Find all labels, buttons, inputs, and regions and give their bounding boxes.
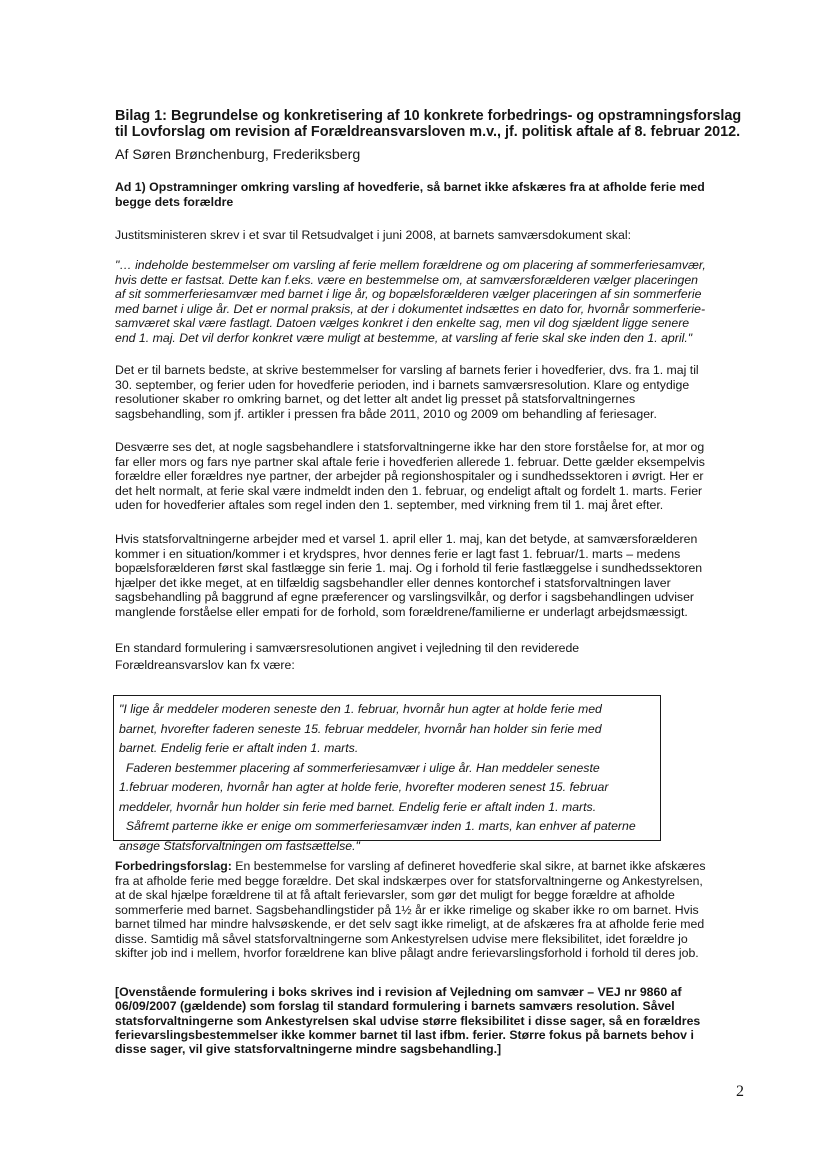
paragraph-line: fra at afholde ferie med begge forældre. Det skal indskærpes over for statsforvaltningerne og Ankestyrelsen,: [115, 873, 703, 888]
standard-formulation-paragraph: [115, 640, 747, 674]
proposal-paragraph: [115, 859, 747, 961]
paragraph-line: sagsbehandling, som jf. artikler i pressen fra både 2011, 2010 og 2009 om behandling af feriesager.: [115, 406, 657, 421]
quote-line: hvis dette er fastsat. Dette kan f.eks. være en bestemmelse om, at samværsforælderen vælger placeringen: [115, 272, 698, 287]
minister-quote: [115, 258, 747, 345]
boxed-quote-line: Faderen bestemmer placering af sommerferiesamvær i ulige år. Han meddeler seneste: [119, 760, 600, 775]
page-number: 2: [736, 1083, 744, 1100]
note-line: disse sager, vil give statsforvaltningerne mindre sagsbehandling.]: [115, 1042, 502, 1057]
quote-line: "… indeholde bestemmelser om varsling af ferie mellem forældrene og om placering af sommerferiesamvær,: [115, 258, 706, 272]
paragraph-line: Det er til barnets bedste, at skrive bestemmelser for varsling af barnets ferier i hovedferier, dvs. fra 1. maj til: [115, 363, 699, 377]
document-title: [115, 108, 747, 140]
quote-line: end 1. maj. Det vil derfor konkret være muligt at bestemme, at varsling af ferie skal ske inden den 1. april.": [115, 330, 693, 345]
paragraph-line: manglende forståelse eller empati for de forhold, som forældrene/familierne er underlagt arbejdsmæssigt.: [115, 604, 688, 619]
paragraph-line: 30. september, og ferier uden for hovedferie perioden, ind i barnets samværsresolution. Klare og entydige: [115, 377, 690, 392]
paragraph-line: disse. Samtidig må såvel statsforvaltningerne som Ankestyrelsen udvise mere fleksibilitet, idet forældre jo: [115, 931, 688, 946]
bracket-note: [115, 985, 747, 1056]
paragraph-line: resolutioner skaber ro omkring barnet, og det letter alt andet lig presset på statsforvaltningernes: [115, 392, 636, 406]
boxed-quote-line: "I lige år meddeler moderen seneste den 1. februar, hvornår hun agter at holde ferie med: [119, 702, 602, 716]
quote-line: med barnet i ulige år. Det er normal praksis, at der i dokumentet indsættes en dato for, hvornår sommerferie-: [115, 301, 706, 316]
paragraph-line: barnet tilmed har mindre halvsøskende, er det selv sagt ikke rimeligt, at de afskæres fra at afholde ferie med: [115, 917, 705, 931]
title-line: til Lovforslag om revision af Forældreansvarsloven m.v., jf. politisk aftale af 8. februar 2012.: [115, 124, 741, 140]
quote-line: samværet skal være fastlagt. Datoen vælges konkret i den enkelte sag, men vil dog sjældent ligge senere: [115, 316, 690, 330]
paragraph-line: sommerferie med barnet. Sagsbehandlingstider på 1½ år er ikke rimelige og skaber ikke ro om barnet. Hvis: [115, 902, 699, 917]
boxed-quote-line: barnet. Endelig ferie er aftalt inden 1. marts.: [119, 741, 359, 755]
paragraph-line: Desværre ses det, at nogle sagsbehandlere i statsforvaltningerne ikke har den store forståelse for, at mor og: [115, 440, 705, 454]
paragraph-line: Forældreansvarslov kan fx være:: [115, 658, 295, 672]
section-heading-line: Ad 1) Opstramninger omkring varsling af hovedferie, så barnet ikke afskæres fra at afholde ferie med: [115, 180, 705, 194]
intro-paragraph: Justitsministeren skrev i et svar til Retsudvalget i juni 2008, at barnets samværsdokument skal:: [115, 228, 632, 242]
notice-paragraph: [115, 532, 747, 619]
proposal-first-line-text: En bestemmelse for varsling af defineret hovedferie skal sikre, at barnet ikke afskæres: [231, 859, 706, 873]
proposal-first-line: [115, 859, 747, 874]
boxed-quote: [113, 695, 661, 853]
quote-line: af sit sommerferiesamvær med barnet i lige år, og bopælsforælderen vælger placeringen af sin sommerferie: [115, 287, 702, 301]
paragraph-line: skifter job ind i mellem, hvorfor forældrene kan blive pålagt andre ferievarslingsforhold i forhold til deres job.: [115, 946, 699, 960]
boxed-quote-line: meddeler, hvornår hun holder sin ferie med barnet. Endelig ferie er aftalt inden 1. marts.: [119, 799, 597, 814]
paragraph-line: kommer i en situation/kommer i et krydspres, hvor dennes ferie er lagt fast 1. februar/1. marts – medens: [115, 546, 681, 561]
paragraph-line: at de skal hjælpe forældrene til at få aftalt ferievarsler, som gør det muligt for begge forældre at afholde: [115, 888, 675, 902]
best-interest-paragraph: [115, 363, 747, 421]
paragraph-line: sagsbehandling på baggrund af egne præferencer og varslingsvilkår, og derfor i sagsbehandlingen udviser: [115, 590, 695, 604]
title-line: Bilag 1: Begrundelse og konkretisering af 10 konkrete forbedrings- og opstramningsforslag: [115, 108, 742, 124]
boxed-quote-line: Såfremt parterne ikke er enige om sommerferiesamvær inden 1. marts, kan enhver af paterne: [119, 819, 636, 833]
note-line: ferievarslingsbestemmelser ikke kommer barnet til last ifbm. ferier. Større fokus på barnets behov i: [115, 1027, 694, 1042]
paragraph-line: forældre eller forældres nye partner, der arbejder på regionshospitaler og i sundhedssektoren i øvrigt. Her er: [115, 469, 704, 483]
paragraph-line: Hvis statsforvaltningerne arbejder med et varsel 1. april eller 1. maj, kan det betyde, at samværsforælderen: [115, 532, 698, 546]
paragraph-line: En standard formulering i samværsresolutionen angivet i vejledning til den reviderede: [115, 641, 580, 655]
boxed-quote-line: barnet, hvorefter faderen seneste 15. februar meddeler, hvornår han holder sin ferie med: [119, 721, 602, 736]
note-line: 06/09/2007 (gældende) som forslag til standard formulering i barnets samværs resolution. Såvel: [115, 999, 675, 1014]
paragraph-line: hjælper det ikke meget, at en tilfældig sagsbehandler eller dennes kontorchef i statsforvaltningen laver: [115, 575, 671, 590]
paragraph-line: far eller mors og fars nye partner skal aftale ferie i hovedferien allerede 1. februar. Dette gælder eksempelvis: [115, 454, 705, 469]
author-line: Af Søren Brønchenburg, Frederiksberg: [115, 147, 361, 163]
boxed-quote-line: ansøge Statsforvaltningen om fastsættelse.": [119, 838, 360, 853]
note-line: statsforvaltningerne som Ankestyrelsen skal udvise større fleksibilitet i disse sager, så en forældres: [115, 1013, 701, 1028]
section-heading: [115, 180, 747, 209]
boxed-quote-line: 1.februar moderen, hvornår han agter at holde ferie, hvorefter moderen senest 15. februar: [119, 780, 609, 794]
paragraph-line: bopælsforælderen først skal fastlægge sin ferie 1. maj. Og i forhold til ferie fastlæggelse i sundhedssektoren: [115, 561, 703, 575]
proposal-label: Forbedringsforslag:: [115, 859, 232, 873]
caseworkers-paragraph: [115, 440, 747, 513]
paragraph-line: det helt normalt, at ferie skal være indmeldt inden den 1. februar, og endeligt aftalt og fordelt 1. marts. Ferier: [115, 483, 703, 498]
note-line: [Ovenstående formulering i boks skrives ind i revision af Vejledning om samvær – VEJ nr 9860 af: [115, 985, 682, 999]
paragraph-line: uden for hovedferier aftales som regel inden den 1. september, med virkning frem til 1. maj året efter.: [115, 498, 664, 512]
section-heading-line: begge dets forældre: [115, 194, 234, 209]
